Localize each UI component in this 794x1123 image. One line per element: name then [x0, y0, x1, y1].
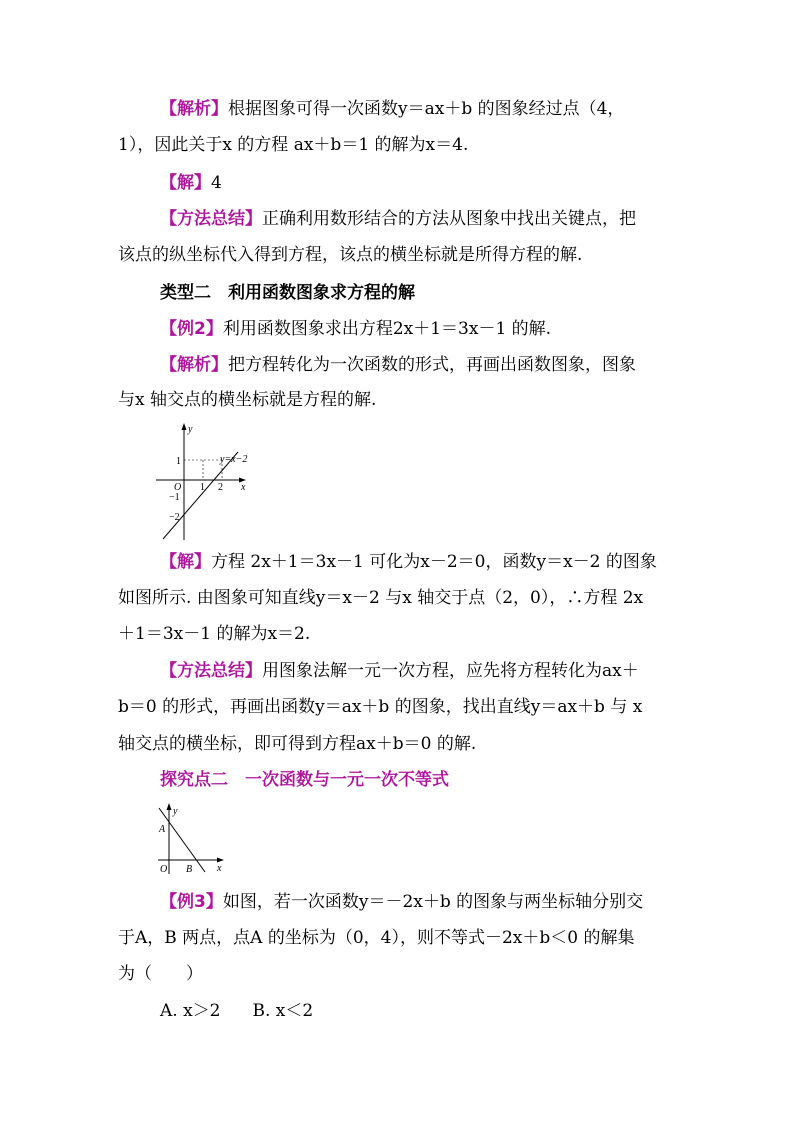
tick-label-y-neg1: −1	[169, 492, 180, 503]
example-3-line-3	[118, 963, 203, 985]
summary-2-line-3	[118, 733, 476, 755]
tick-label-y1: 1	[176, 456, 181, 467]
analysis-text: 与x 轴交点的横坐标就是方程的解.	[118, 390, 377, 410]
point-b-label: B	[186, 864, 193, 875]
analysis-1-line-2	[118, 134, 468, 156]
analysis-tag: 【解析】	[160, 355, 228, 375]
answer-text: 4	[211, 173, 222, 193]
graph-linear-decreasing	[150, 800, 235, 880]
tick-label-x2: 2	[218, 482, 223, 493]
analysis-1-line-1	[160, 98, 624, 120]
origin-label: O	[174, 482, 182, 493]
y-axis-arrow	[182, 423, 187, 430]
option-a: A. x＞2	[160, 1001, 221, 1021]
choice-options	[160, 1000, 313, 1022]
graph-y-equals-x-minus-2	[150, 420, 260, 545]
function-line	[159, 808, 205, 872]
solution-text: 如图所示. 由图象可知直线y＝x－2 与x 轴交于点（2，0），∴方程 2x	[118, 588, 644, 608]
analysis-text: 1），因此关于x 的方程 ax＋b＝1 的解为x＝4.	[118, 135, 469, 155]
type-2-heading: 类型二 利用函数图象求方程的解	[160, 283, 415, 303]
summary-text: 该点的纵坐标代入得到方程，该点的横坐标就是所得方程的解.	[118, 245, 583, 265]
example-3-line-2	[118, 927, 635, 949]
summary-text: 正确利用数形结合的方法从图象中找出关键点，把	[262, 209, 636, 229]
example-3-line-1	[160, 891, 643, 913]
analysis-2-line-2	[118, 389, 376, 411]
analysis-text: 把方程转化为一次函数的形式，再画出函数图象，图象	[228, 355, 636, 375]
example-2	[160, 318, 551, 340]
origin-label: O	[160, 864, 168, 875]
solution-text: 方程 2x＋1＝3x－1 可化为x－2＝0，函数y＝x－2 的图象	[211, 552, 657, 572]
point-a-label: A	[159, 824, 166, 835]
summary-2-line-1	[160, 660, 639, 682]
y-axis-arrow	[167, 803, 172, 810]
summary-text: 用图象法解一元一次方程，应先将方程转化为ax＋	[262, 661, 639, 681]
analysis-tag: 【解析】	[160, 99, 228, 119]
option-b: B. x＜2	[252, 1001, 314, 1021]
summary-tag: 【方法总结】	[160, 661, 262, 681]
tick-label-x1: 1	[200, 482, 205, 493]
y-axis-label: y	[188, 424, 193, 435]
x-axis-arrow	[217, 858, 224, 863]
example-text: 为（ ）	[118, 964, 203, 984]
example-text: 利用函数图象求出方程2x＋1＝3x－1 的解.	[222, 319, 552, 339]
example-tag: 【例3】	[160, 892, 223, 912]
answer-1	[160, 172, 222, 194]
summary-text: b＝0 的形式，再画出函数y＝ax＋b 的图象，找出直线y＝ax＋b 与 x	[118, 697, 643, 717]
y-axis-label: y	[173, 806, 178, 817]
x-axis-label: x	[217, 863, 222, 874]
summary-tag: 【方法总结】	[160, 209, 262, 229]
analysis-text: 根据图象可得一次函数y＝ax＋b 的图象经过点（4，	[228, 99, 625, 119]
solution-2-line-3	[118, 623, 310, 645]
summary-1-line-1	[160, 208, 636, 230]
solution-2-line-2	[118, 587, 643, 609]
line-label: y=x−2	[220, 454, 248, 465]
tick-label-y-neg2: −2	[169, 512, 180, 523]
section-2-heading: 探究点二 一次函数与一元一次不等式	[160, 770, 449, 790]
solution-2-line-1	[160, 551, 657, 573]
example-text: 于A，B 两点，点A 的坐标为（0，4），则不等式－2x＋b＜0 的解集	[118, 928, 635, 948]
analysis-2-line-1	[160, 354, 636, 376]
summary-2-line-2	[118, 696, 642, 718]
answer-tag: 【解】	[160, 173, 211, 193]
example-text: 如图，若一次函数y＝－2x＋b 的图象与两坐标轴分别交	[222, 892, 644, 912]
solution-tag: 【解】	[160, 552, 211, 572]
solution-text: ＋1＝3x－1 的解为x＝2.	[118, 624, 311, 644]
summary-1-line-2	[118, 244, 582, 266]
example-tag: 【例2】	[160, 319, 223, 339]
x-axis-label: x	[241, 482, 246, 493]
summary-text: 轴交点的横坐标，即可得到方程ax＋b＝0 的解.	[118, 734, 477, 754]
